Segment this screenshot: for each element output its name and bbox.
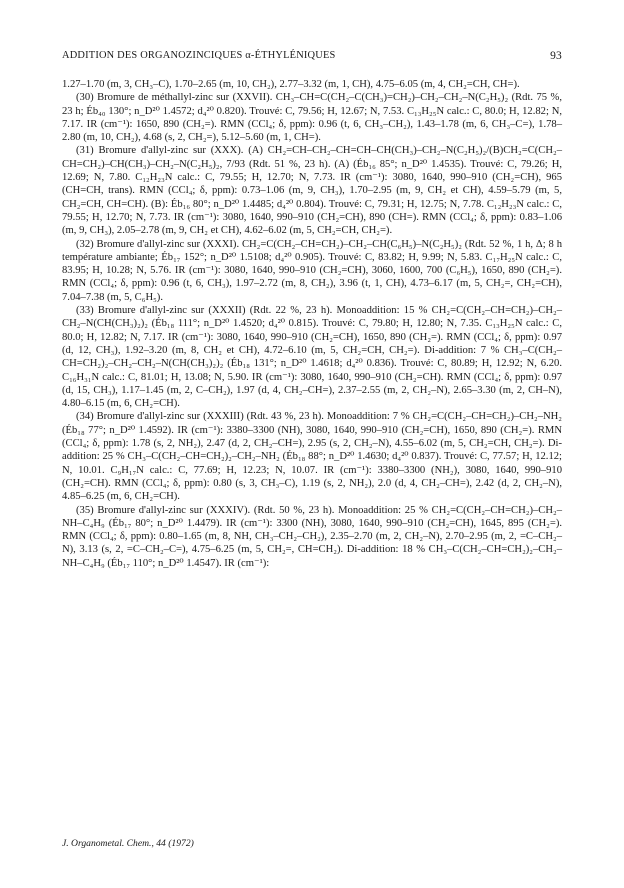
- paragraph-30: (30) Bromure de méthallyl-zinc sur (XXVII). CH₃–CH=C(CH₂–C(CH₃)=CH₂)–CH₂–CH₂–N(C₂H₅)₂ (Rdt. 75 %, 23 h; Éb₄₀ 130°; n_D²⁰ 1.4572; d₄²⁰ 0.820). Trouvé: C, 79.56; H, 12.67; N, 7.53. C₁₃H₂₅N calc.: C, 80.0; H, 12.82; N, 7.17. IR (cm⁻¹): 1650, 890 (CH₂=). RMN (CCl₄; δ, ppm): 0.96 (t, 6, CH₃–CH₂), 1.43–1.78 (m, 6, CH₃–C=), 1.78–2.80 (m, 10, CH₂), 4.68 (s, 2, CH₂=), 5.12–5.60 (m, 1, CH=).: [62, 92, 562, 144]
- paragraph-35: (35) Bromure d'allyl-zinc sur (XXXIV). (Rdt. 50 %, 23 h). Monoaddition: 25 % CH₂=C(CH₂–CH=CH₂)–CH₂–NH–C₄H₉ (Éb₁₇ 80°; n_D²⁰ 1.4479). IR (cm⁻¹): 3300 (NH), 3080, 1640, 990–910 (CH₂=CH), 1645, 895 (CH₂=). RMN (CCl₄; δ, ppm): 0.80–1.65 (m, 8, NH, CH₃–CH₂–CH₂), 2.35–2.70 (m, 2, CH₂–N), 2.70–2.95 (m, 2, =C–CH₂–N), 3.13 (s, 2, =C–CH₂–C=), 4.75–6.25 (m, 5, CH₂=, CH=CH₂). Di-addition: 18 % CH₃–C(CH₂–CH=CH₂)₂–CH₂–NH–C₄H₉ (Éb₁₇ 110°; n_D²⁰ 1.4547). IR (cm⁻¹):: [62, 504, 562, 569]
- running-header: [62, 50, 562, 66]
- paragraph-34: (34) Bromure d'allyl-zinc sur (XXXIII) (Rdt. 43 %, 23 h). Monoaddition: 7 % CH₂=C(CH₂–CH=CH₂)–CH₂–NH₂ (Éb₁₈ 77°; n_D²⁰ 1.4592). IR (cm⁻¹): 3380–3300 (NH), 3080, 1640, 990–910 (CH₂=CH), 1650, 890 (CH₂=). RMN (CCl₄; δ, ppm): 1.78 (s, 2, NH₂), 2.47 (d, 2, CH₂–CH=), 2.95 (s, 2, CH₂–N), 4.55–6.02 (m, 5, CH₂=CH, CH₂=). Di-addition: 25 % CH₃–C(CH₂–CH=CH₂)₂–CH₂–NH₂ (Éb₁₈ 88°; n_D²⁰ 1.4630; d₄²⁰ 0.837). Trouvé: C, 77.57; H, 12.12; N, 10.01. C₉H₁₇N calc.: C, 77.69; H, 12.23; N, 10.07. IR (cm⁻¹): 3380–3300 (NH₂), 3080, 1640, 990–910 (CH₂=CH). RMN (CCl₄; δ, ppm): 0.80 (s, 3, CH₃–C), 1.19 (s, 2, NH₂), 2.0 (d, 4, CH₂–CH=), 2.42 (d, 2, CH₂–N), 4.85–6.25 (m, 6, CH₂=CH).: [62, 411, 562, 503]
- paragraph-continuation: 1.27–1.70 (m, 3, CH₃–C), 1.70–2.65 (m, 10, CH₂), 2.77–3.32 (m, 1, CH), 4.75–6.05 (m, 4, CH₂=CH, CH=).: [62, 79, 520, 90]
- paragraph-33: (33) Bromure d'allyl-zinc sur (XXXII) (Rdt. 22 %, 23 h). Monoaddition: 15 % CH₂=C(CH₂–CH=CH₂)–CH₂–CH₂–N(CH(CH₃)₂)₂ (Éb₁₈ 111°; n_D²⁰ 1.4520; d₄²⁰ 0.815). Trouvé: C, 79.80; H, 12.80; N, 7.35. C₁₃H₂₅N calc.: C, 80.0; H, 12.82; N, 7.17. IR (cm⁻¹): 3080, 1640, 990–910 (CH₂=CH), 1650, 890 (CH₂=). RMN (CCl₄; δ, ppm): 0.97 (d, 12, CH₃), 1.92–3.20 (m, 8, CH₂ et CH), 4.72–6.10 (m, 5, CH₂=CH, CH₂=). Di-addition: 7 % CH₃–C(CH₂–CH=CH₂)₂–CH₂–CH₂–N(CH(CH₃)₂)₂ (Éb₁₈ 131°; n_D²⁰ 1.4618; d₄²⁰ 0.836). Trouvé: C, 80.89; H, 12.92; N, 6.20. C₁₆H₃₁N calc.: C, 81.01; H, 13.08; N, 5.90. IR (cm⁻¹): 3080, 1640, 990–910 (CH₂=CH). RMN (CCl₄; δ, ppm): 0.97 (d, 15, CH₃), 1.17–1.45 (m, 2, C–CH₂), 1.97 (d, 4, CH₂–CH=), 2.37–2.55 (m, 2, CH₂–N), 2.65–3.30 (m, 2, CH–N), 4.80–6.15 (m, 6, CH₂=CH).: [62, 305, 562, 410]
- paragraph-32: (32) Bromure d'allyl-zinc sur (XXXI). CH₂=C(CH₂–CH=CH₂)–CH₂–CH(C₆H₅)–N(C₂H₅)₂ (Rdt. 52 %, 1 h, Δ; 8 h température ambiante; Éb₁₇ 152°; n_D²⁰ 1.5108; d₄²⁰ 0.905). Trouvé: C, 83.82; H, 9.99; N, 5.83. C₁₇H₂₅N calc.: C, 83.95; H, 10.28; N, 5.76. IR (cm⁻¹): 3080, 1640, 990–910 (CH₂=CH), 3060, 1600, 700 (C₆H₅), 1650, 890 (CH₂=). RMN (CCl₄; δ, ppm): 0.96 (t, 6, CH₃), 1.97–2.72 (m, 8, CH₂), 3.96 (t, 1, CH), 4.73–6.17 (m, 5, CH₂=, CH₂=CH), 7.04–7.38 (m, 5, C₆H₅).: [62, 238, 562, 303]
- journal-citation: J. Organometal. Chem., 44 (1972): [62, 838, 194, 849]
- paragraph-31: (31) Bromure d'allyl-zinc sur (XXX). (A) CH₂=CH–CH₂–CH=CH–CH(CH₃)–CH₂–N(C₂H₅)₂/(B)CH₂=C(CH₂–CH=CH₂)–CH(CH₃)–CH₂–N(C₂H₅)₂, 7/93 (Rdt. 51 %, 23 h). (A) (Éb₁₆ 85°; n_D²⁰ 1.4535). Trouvé: C, 79.26; H, 12.69; N, 7.80. C₁₂H₂₃N calc.: C, 79.55; H, 12.70; N, 7.73. IR (cm⁻¹): 3080, 1640, 990–910 (CH₂=CH), 965 (CH=CH, trans). RMN (CCl₄; δ, ppm): 0.73–1.06 (m, 9, CH₃), 1.70–2.95 (m, 9, CH₂ et CH), 4.59–5.79 (m, 5, CH₂=CH, CH=CH). (B): Éb₁₆ 80°; n_D²⁰ 1.4485; d₄²⁰ 0.804). Trouvé: C, 79.31; H, 12.75; N, 7.78. C₁₂H₂₃N calc.: C, 79.55; H, 12.70; N, 7.73. IR (cm⁻¹): 3080, 1640, 990–910 (CH₂=CH), 890 (CH=). RMN (CCl₄; δ, ppm): 0.83–1.06 (m, 9, CH₃), 2.05–2.78 (m, 9, CH₂ et CH), 4.62–6.02 (m, 5, CH₂=CH, CH₂=).: [62, 145, 562, 237]
- body-text: [62, 78, 562, 570]
- page-number: 93: [550, 50, 562, 62]
- running-title: ADDITION DES ORGANOZINCIQUES α-ÉTHYLÉNIQUES: [62, 50, 336, 61]
